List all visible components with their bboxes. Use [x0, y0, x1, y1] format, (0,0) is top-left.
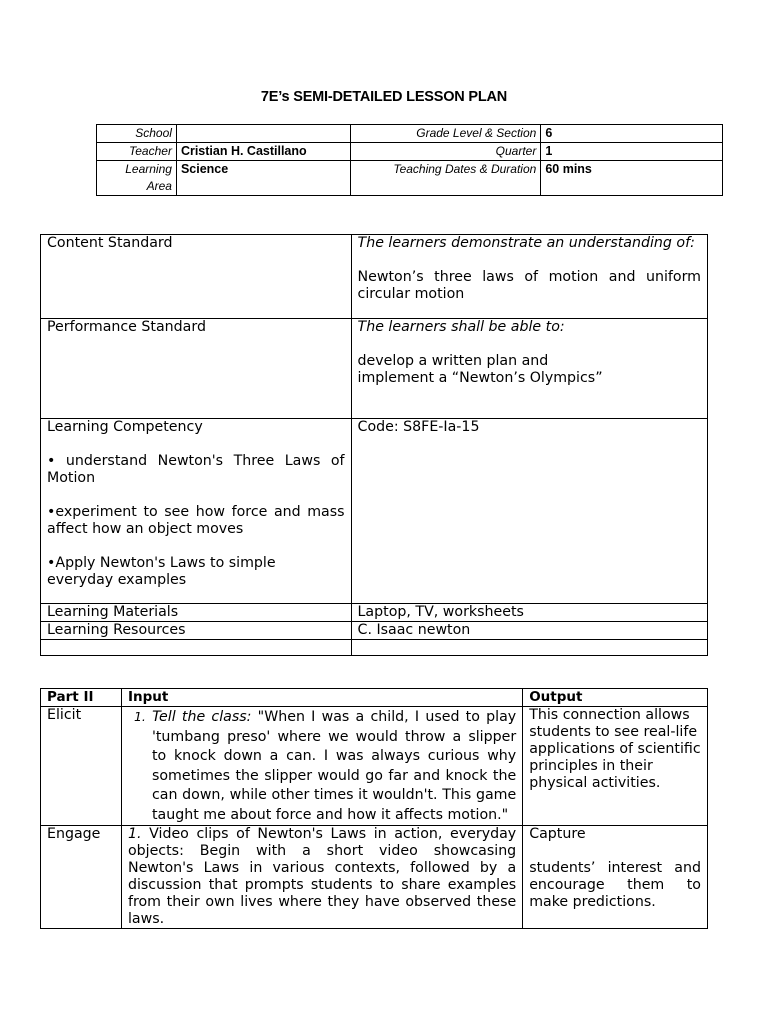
elicit-output: This connection allows students to see real-life applications of scientific principles in their physical activities. [523, 707, 708, 826]
engage-output-line1: Capture [529, 826, 586, 842]
content-standard-text: Newton’s three laws of motion and uniform circular motion [357, 269, 701, 302]
engage-input [121, 826, 522, 929]
learning-resources-label: Learning Resources [41, 622, 352, 640]
input-header: Input [121, 689, 522, 707]
output-header: Output [523, 689, 708, 707]
learning-resources-value: C. Isaac newton [351, 622, 707, 640]
content-standard-intro: The learners demonstrate an understanding of: [357, 235, 695, 251]
learning-materials-value: Laptop, TV, worksheets [351, 604, 707, 622]
quarter-label: Quarter [350, 143, 541, 161]
empty-cell [41, 640, 352, 656]
competency-item: • understand Newton's Three Laws of Motion [47, 453, 345, 486]
quarter-value: 1 [541, 143, 723, 161]
elicit-text: "When I was a child, I used to play 'tumbang preso' where we would throw a slipper to knock down a can. I was always curious why sometimes the slipper would go far and knock the can down, while other times it wouldn't. This game taught me about force and how it affects motion." [151, 709, 517, 823]
engage-number: 1. [127, 826, 142, 842]
elicit-lead: Tell the class: [152, 709, 252, 725]
learning-competency-label: Learning Competency [47, 419, 203, 435]
standards-table [40, 234, 708, 656]
dates-label: Teaching Dates & Duration [350, 161, 541, 196]
performance-standard-intro: The learners shall be able to: [357, 319, 565, 335]
content-standard-label: Content Standard [41, 235, 352, 319]
part-header: Part II [41, 689, 122, 707]
engage-text: Video clips of Newton's Laws in action, everyday objects: Begin with a short video showcasing Newton's Laws in various contexts, followed by a discussion that prompts students to share examples from their own lives where they have observed these laws. [127, 826, 517, 927]
engage-output-line2: students’ interest and encourage them to make predictions. [529, 860, 701, 910]
dates-value: 60 mins [541, 161, 723, 196]
content-standard-cell [351, 235, 707, 319]
elicit-input [121, 707, 522, 826]
grade-label: Grade Level & Section [350, 125, 541, 143]
page-title: 7E’s SEMI-DETAILED LESSON PLAN [260, 89, 508, 105]
performance-standard-label: Performance Standard [41, 319, 352, 419]
performance-standard-line2: implement a “Newton’s Olympics” [357, 370, 603, 386]
performance-standard-cell [351, 319, 707, 419]
performance-standard-line1: develop a written plan and [357, 353, 549, 369]
school-label: School [97, 125, 177, 143]
learning-competency-cell [41, 419, 352, 604]
engage-output [523, 826, 708, 929]
empty-cell [351, 640, 707, 656]
teacher-value: Cristian H. Castillano [176, 143, 350, 161]
elicit-label: Elicit [41, 707, 122, 826]
learning-materials-label: Learning Materials [41, 604, 352, 622]
grade-value: 6 [541, 125, 723, 143]
learning-area-value: Science [176, 161, 350, 196]
engage-label: Engage [41, 826, 122, 929]
teacher-label: Teacher [97, 143, 177, 161]
parts-table [40, 688, 708, 929]
lesson-info-table [96, 124, 723, 196]
learning-area-label: Learning Area [97, 161, 177, 196]
school-value [176, 125, 350, 143]
competency-item: •Apply Newton's Laws to simple everyday examples [47, 555, 276, 588]
competency-code: Code: S8FE-Ia-15 [351, 419, 707, 604]
competency-item: •experiment to see how force and mass affect how an object moves [47, 504, 345, 537]
elicit-number: 1. [133, 709, 146, 724]
